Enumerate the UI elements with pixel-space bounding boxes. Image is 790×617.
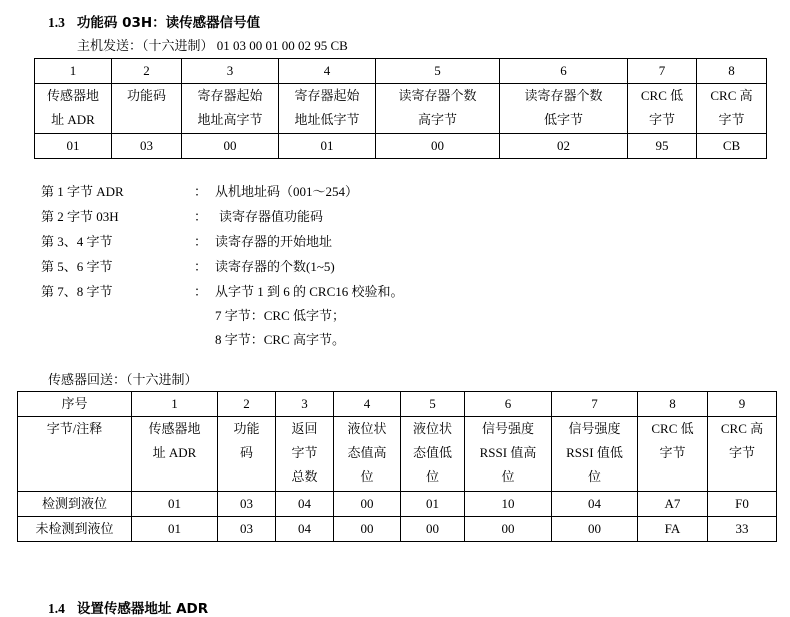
desc-text: 从字节 1 到 6 的 CRC16 校验和。 (215, 284, 404, 299)
section-title: 设置传感器地址 ADR (76, 601, 209, 617)
column-number: 8 (638, 392, 708, 417)
column-header: 返回 字节 总数 (276, 417, 334, 492)
column-number: 7 (628, 59, 697, 84)
table-cell: 03 (112, 134, 182, 159)
table-cell: 01 (279, 134, 376, 159)
table-cell: 01 (132, 492, 218, 517)
table-cell: 02 (500, 134, 628, 159)
reply-title: 传感器回送：（十六进制） (48, 372, 198, 387)
table-cell: 03 (218, 492, 276, 517)
column-number: 3 (276, 392, 334, 417)
table-cell: 00 (182, 134, 279, 159)
table-cell: 01 (132, 517, 218, 542)
column-header: 寄存器起始 地址高字节 (182, 84, 279, 134)
table-cell: 01 (35, 134, 112, 159)
table-row (35, 134, 767, 159)
table-cell: 01 (401, 492, 465, 517)
table-row (18, 392, 777, 417)
column-header: 寄存器起始 地址低字节 (279, 84, 376, 134)
column-header: 传感器地 址 ADR (35, 84, 112, 134)
desc-label: 第 5、6 字节 (41, 259, 113, 274)
desc-label: 第 3、4 字节 (41, 234, 113, 249)
section-title: 功能码 03H：读传感器信号值 (76, 15, 261, 31)
table-cell: 04 (552, 492, 638, 517)
desc-text: 读寄存器的个数(1~5) (215, 259, 335, 274)
request-frame-table (34, 58, 767, 159)
desc-colon: ： (194, 259, 208, 274)
row-label: 未检测到液位 (18, 517, 132, 542)
column-header: 液位状 态值高 位 (334, 417, 401, 492)
desc-text: 从机地址码（001～254） (215, 184, 359, 199)
table-cell: 95 (628, 134, 697, 159)
table-cell: 00 (334, 492, 401, 517)
column-number: 8 (697, 59, 767, 84)
table-cell: 00 (376, 134, 500, 159)
desc-label: 第 2 字节 03H (41, 209, 119, 224)
section-heading-1-3 (48, 11, 260, 31)
desc-colon: ： (194, 234, 208, 249)
column-number: 序号 (18, 392, 132, 417)
column-number: 7 (552, 392, 638, 417)
column-header: 功能码 (112, 84, 182, 134)
table-row (18, 492, 777, 517)
section-number: 1.3 (48, 15, 65, 30)
column-header: 字节/注释 (18, 417, 132, 492)
column-number: 6 (500, 59, 628, 84)
table-row (18, 417, 777, 492)
table-cell: 00 (465, 517, 552, 542)
column-header: 液位状 态值低 位 (401, 417, 465, 492)
column-number: 4 (279, 59, 376, 84)
column-header: 功能 码 (218, 417, 276, 492)
table-cell: 04 (276, 492, 334, 517)
table-cell: FA (638, 517, 708, 542)
desc-subtext: 8 字节：CRC 高字节。 (215, 332, 346, 347)
column-header: 信号强度 RSSI 值高 位 (465, 417, 552, 492)
table-cell: CB (697, 134, 767, 159)
table-row (35, 84, 767, 134)
table-cell: 33 (708, 517, 777, 542)
table-cell: 03 (218, 517, 276, 542)
table-cell: 00 (334, 517, 401, 542)
column-header: CRC 高 字节 (708, 417, 777, 492)
column-number: 3 (182, 59, 279, 84)
column-header: CRC 低 字节 (628, 84, 697, 134)
column-header: 读寄存器个数 低字节 (500, 84, 628, 134)
column-number: 2 (218, 392, 276, 417)
column-number: 1 (132, 392, 218, 417)
column-header: 读寄存器个数 高字节 (376, 84, 500, 134)
desc-label: 第 1 字节 ADR (41, 184, 124, 199)
table-cell: F0 (708, 492, 777, 517)
host-send-line: 主机发送：（十六进制） 01 03 00 01 00 02 95 CB (77, 38, 348, 53)
desc-label: 第 7、8 字节 (41, 284, 113, 299)
desc-colon: ： (194, 284, 208, 299)
column-header: 传感器地 址 ADR (132, 417, 218, 492)
table-row (35, 59, 767, 84)
column-header: CRC 高 字节 (697, 84, 767, 134)
desc-text: 读寄存器的开始地址 (215, 234, 333, 249)
desc-colon: ： (194, 184, 208, 199)
column-number: 4 (334, 392, 401, 417)
table-cell: 00 (401, 517, 465, 542)
column-header: CRC 低 字节 (638, 417, 708, 492)
column-number: 2 (112, 59, 182, 84)
column-number: 1 (35, 59, 112, 84)
table-cell: 00 (552, 517, 638, 542)
reply-frame-table (17, 391, 777, 542)
column-header: 信号强度 RSSI 值低 位 (552, 417, 638, 492)
desc-colon: ： (194, 209, 208, 224)
section-number: 1.4 (48, 601, 65, 616)
column-number: 9 (708, 392, 777, 417)
desc-subtext: 7 字节：CRC 低字节； (215, 308, 346, 323)
table-cell: 10 (465, 492, 552, 517)
column-number: 6 (465, 392, 552, 417)
table-cell: A7 (638, 492, 708, 517)
desc-text: 读寄存器值功能码 (219, 209, 324, 224)
column-number: 5 (401, 392, 465, 417)
table-cell: 04 (276, 517, 334, 542)
row-label: 检测到液位 (18, 492, 132, 517)
section-heading-1-4 (48, 597, 208, 617)
table-row (18, 517, 777, 542)
column-number: 5 (376, 59, 500, 84)
